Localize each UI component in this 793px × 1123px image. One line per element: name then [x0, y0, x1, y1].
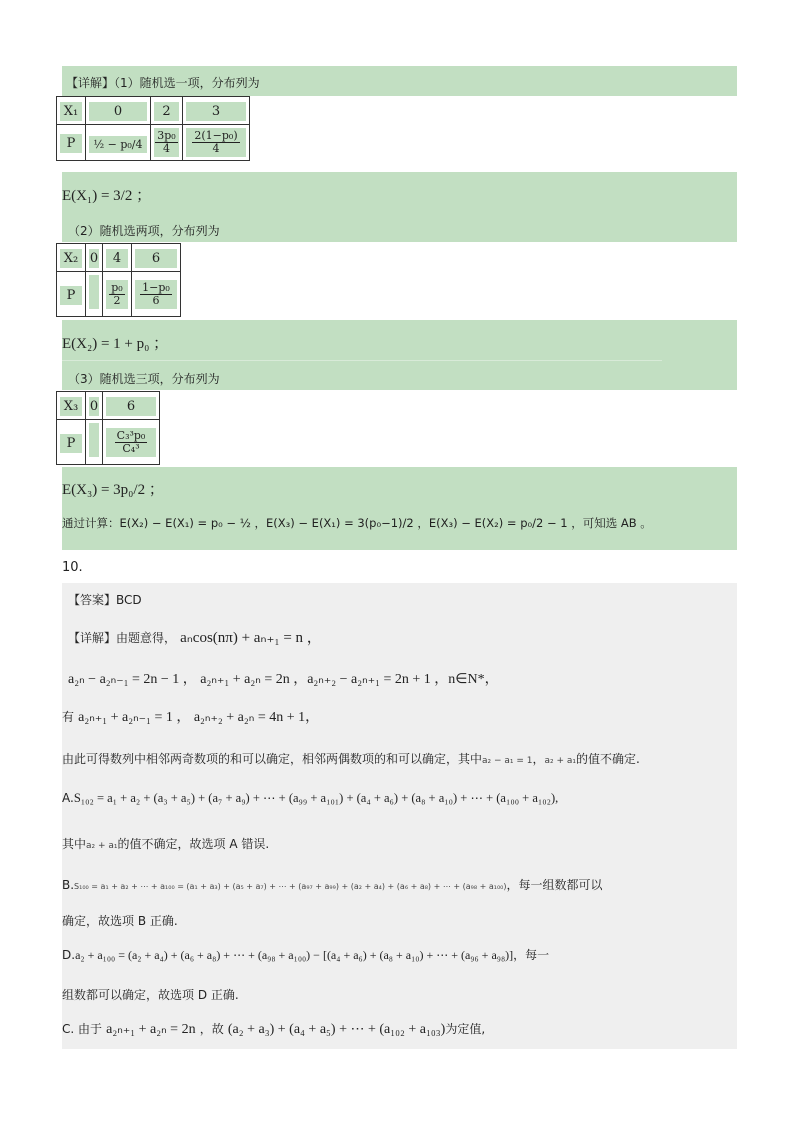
detail2-formula: aₙcos(nπ) + aₙ₊₁ = n ，: [180, 630, 322, 646]
t2-p3-frac: $\frac{\text{1−p₀}}{6}$: [142, 280, 170, 307]
conclusion-sum-2: a₂ + a₁: [544, 756, 577, 766]
option-a2-sum: a₂ + a₁: [86, 841, 118, 851]
detail2-prefix: 【详解】由题意得，: [68, 631, 177, 645]
t2-h1: 0: [89, 251, 99, 266]
option-d-conclusion: 组数都可以确定，故选项 D 正确.: [62, 988, 239, 1002]
t1-p2-frac: $\frac{\text{3p₀}}{4}$: [157, 129, 176, 155]
t3-h1: 0: [89, 399, 99, 414]
option-a-formula: S₁₀₂ = a₁ + a₂ + (a₃ + a₅) + (a₇ + a₉) + ⋯ + (a₉₉ + a₁₀₁) + (a₄ + a₆) + (a₈ + a₁₀) + ⋯ + (a₁₀₀ + a₁₀₂),: [73, 791, 559, 805]
answer-line: 【答案】BCD: [68, 593, 142, 607]
option-c-tail: 为定值,: [445, 1022, 486, 1036]
t2-p-label: P: [60, 286, 82, 305]
option-d-prefix: D.: [62, 948, 76, 962]
option-d-formula: a₂ + a₁₀₀ = (a₂ + a₄) + (a₆ + a₈) + ⋯ + (a₉₈ + a₁₀₀) − [(a₄ + a₆) + (a₈ + a₁₀) + ⋯ + (a₉₆ + a₉₈)]: [75, 948, 514, 962]
t3-h2: 6: [106, 397, 156, 416]
option-b-prefix: B.: [62, 878, 75, 892]
solution-block: [62, 583, 737, 1049]
option-d-tail: ，每一: [513, 948, 550, 962]
t1-h1: 0: [89, 102, 147, 121]
question-number: 10.: [62, 560, 83, 575]
t2-p1: [89, 275, 99, 309]
t3-h0: X₃: [60, 397, 82, 416]
t1-p1: ½ − p₀/4: [89, 136, 147, 153]
t1-h0: X₁: [60, 102, 82, 121]
option-c-prefix: C. 由于: [62, 1022, 103, 1036]
option-b-line: [62, 876, 603, 893]
part-2-header: （2）随机选两项，分布列为: [68, 224, 220, 238]
t1-h2: 2: [154, 102, 179, 121]
expectation-3: E(X₃) = 3p₀/2 ；: [62, 482, 164, 498]
calculation-line: 通过计算：E(X₂) − E(X₁) = p₀ − ½ ，E(X₃) − E(X₁) = 3(p₀−1)/2 ，E(X₃) − E(X₂) = p₀/2 − 1 ，可知选 AB 。: [62, 516, 652, 530]
conclusion-sum-1: a₂ − a₁ = 1: [482, 756, 533, 766]
option-a2-text-a: 其中: [62, 837, 87, 851]
t1-h3: 3: [186, 102, 246, 121]
option-b-conclusion: 确定，故选项 B 正确.: [62, 914, 178, 928]
have-prefix: 有: [62, 710, 75, 724]
recurrence-equations: a₂ₙ − a₂ₙ₋₁ = 2n − 1 ， a₂ₙ₊₁ + a₂ₙ = 2n ，a₂ₙ₊₂ − a₂ₙ₊₁ = 2n + 1 ，n∈N*，: [68, 672, 499, 687]
t2-h0: X₂: [60, 249, 82, 268]
option-a-prefix: A.: [62, 791, 74, 805]
t1-p3-frac: $\frac{\text{2(1−p₀)}}{4}$: [194, 129, 238, 155]
expectation-2: E(X₂) = 1 + p₀ ；: [62, 336, 169, 352]
conclusion-line: [62, 750, 640, 767]
t3-p1: [89, 423, 99, 457]
option-d-line: [62, 946, 549, 963]
conclusion-separator: ，: [532, 752, 545, 766]
divider: [62, 360, 662, 361]
part-3-header: （3）随机选三项，分布列为: [68, 372, 220, 386]
distribution-table-2: [56, 243, 181, 317]
conclusion-text-a: 由此可得数列中相邻两奇数项的和可以确定，相邻两偶数项的和可以确定，其中: [62, 752, 483, 766]
option-c-line: [62, 1020, 485, 1038]
distribution-table-3: [56, 391, 160, 465]
have-line: [62, 706, 319, 726]
have-formula: a₂ₙ₊₁ + a₂ₙ₋₁ = 1 ， a₂ₙ₊₂ + a₂ₙ = 4n + 1，: [78, 710, 320, 725]
t2-h3: 6: [135, 249, 177, 268]
distribution-table-1: [56, 96, 250, 161]
t3-p-label: P: [60, 434, 82, 453]
t3-p2-frac: $\frac{\text{C₃³p₀}}{\text{C₄³}}$: [116, 428, 146, 455]
expectation-1: E(X₁) = 3/2 ；: [62, 188, 152, 204]
conclusion-text-b: 的值不确定.: [576, 752, 640, 766]
option-c-formula-2: (a₂ + a₃) + (a₄ + a₅) + ⋯ + (a₁₀₂ + a₁₀₃): [227, 1022, 446, 1037]
detail2-line: [68, 626, 322, 647]
option-c-mid: ，故: [199, 1022, 224, 1036]
detail-header: 【详解】（1）随机选一项，分布列为: [66, 76, 260, 90]
option-a2-text-b: 的值不确定，故选项 A 错误.: [117, 837, 270, 851]
t2-h2: 4: [106, 249, 128, 268]
option-a-line: [62, 790, 558, 806]
t1-p-label: P: [60, 134, 82, 153]
option-c-formula-1: a₂ₙ₊₁ + a₂ₙ = 2n: [106, 1022, 196, 1037]
option-a-conclusion: [62, 835, 269, 852]
option-b-formula: S₁₀₀ = a₁ + a₂ + ⋯ + a₁₀₀ = (a₁ + a₃) + (a₅ + a₇) + ⋯ + (a₉₇ + a₉₉) + (a₂ + a₄) + (a₆ + a₈) + ⋯ + (a₉₈ + a₁₀₀): [74, 882, 507, 891]
t2-p2-frac: $\frac{\text{p₀}}{2}$: [111, 280, 123, 307]
option-b-tail: ，每一组数都可以: [506, 878, 603, 892]
